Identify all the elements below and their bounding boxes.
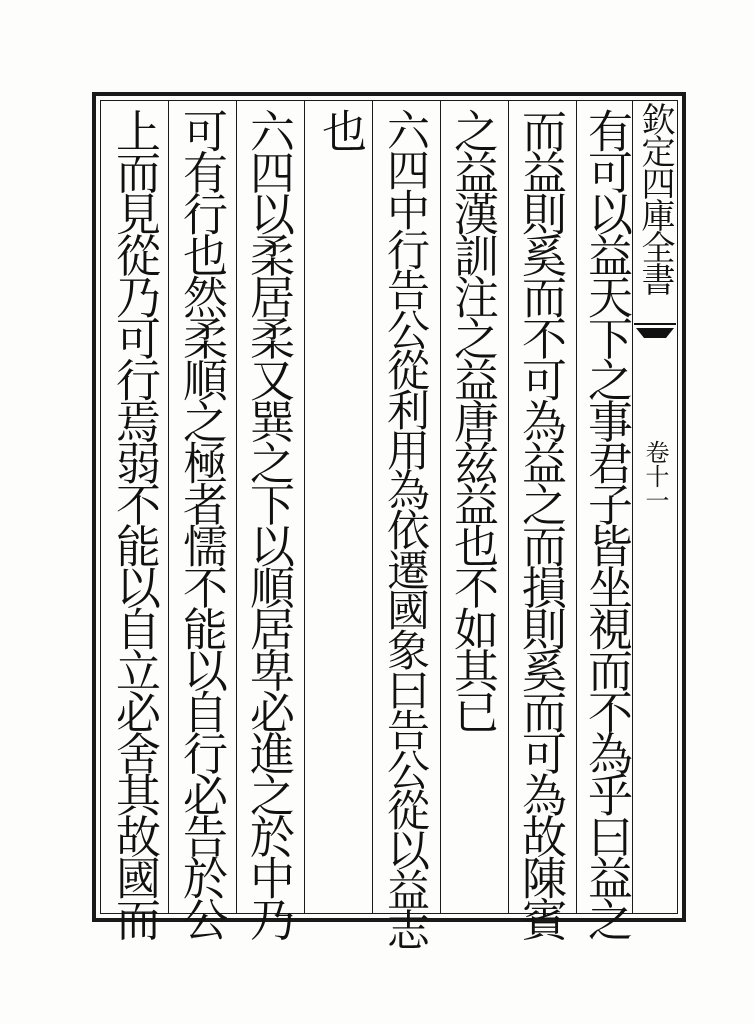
book-title: 欽定四庫全書	[635, 102, 675, 294]
text-column-1: 有可以益天下之事君子皆坐視而不為乎曰益之	[580, 108, 633, 938]
text-column-8: 上而見從乃可行焉弱不能以自立必舍其故國而	[108, 108, 161, 938]
column-rule	[508, 100, 509, 914]
column-rule	[576, 100, 577, 914]
fish-tail-mark	[634, 320, 676, 342]
volume-label: 卷十一	[641, 440, 669, 512]
text-column-3: 之益漢訓注之益唐兹益也不如其已	[446, 108, 499, 731]
text-column-5: 也	[314, 108, 367, 150]
column-rule	[236, 100, 237, 914]
margin-band	[632, 100, 678, 914]
text-column-2: 而益則奚而不可為益之而損則奚而可為故陳賓	[514, 108, 567, 938]
column-rule	[440, 100, 441, 914]
text-column-4: 六四中行告公從利用為依遷國象曰告公從以益志	[380, 108, 430, 948]
column-rule	[304, 100, 305, 914]
column-rule	[372, 100, 373, 914]
column-rule	[168, 100, 169, 914]
text-column-6: 六四以柔居柔又巽之下以順居卑必進之於中乃	[242, 108, 295, 938]
text-column-7: 可有行也然柔順之極者懦不能以自行必告於公	[175, 108, 228, 938]
